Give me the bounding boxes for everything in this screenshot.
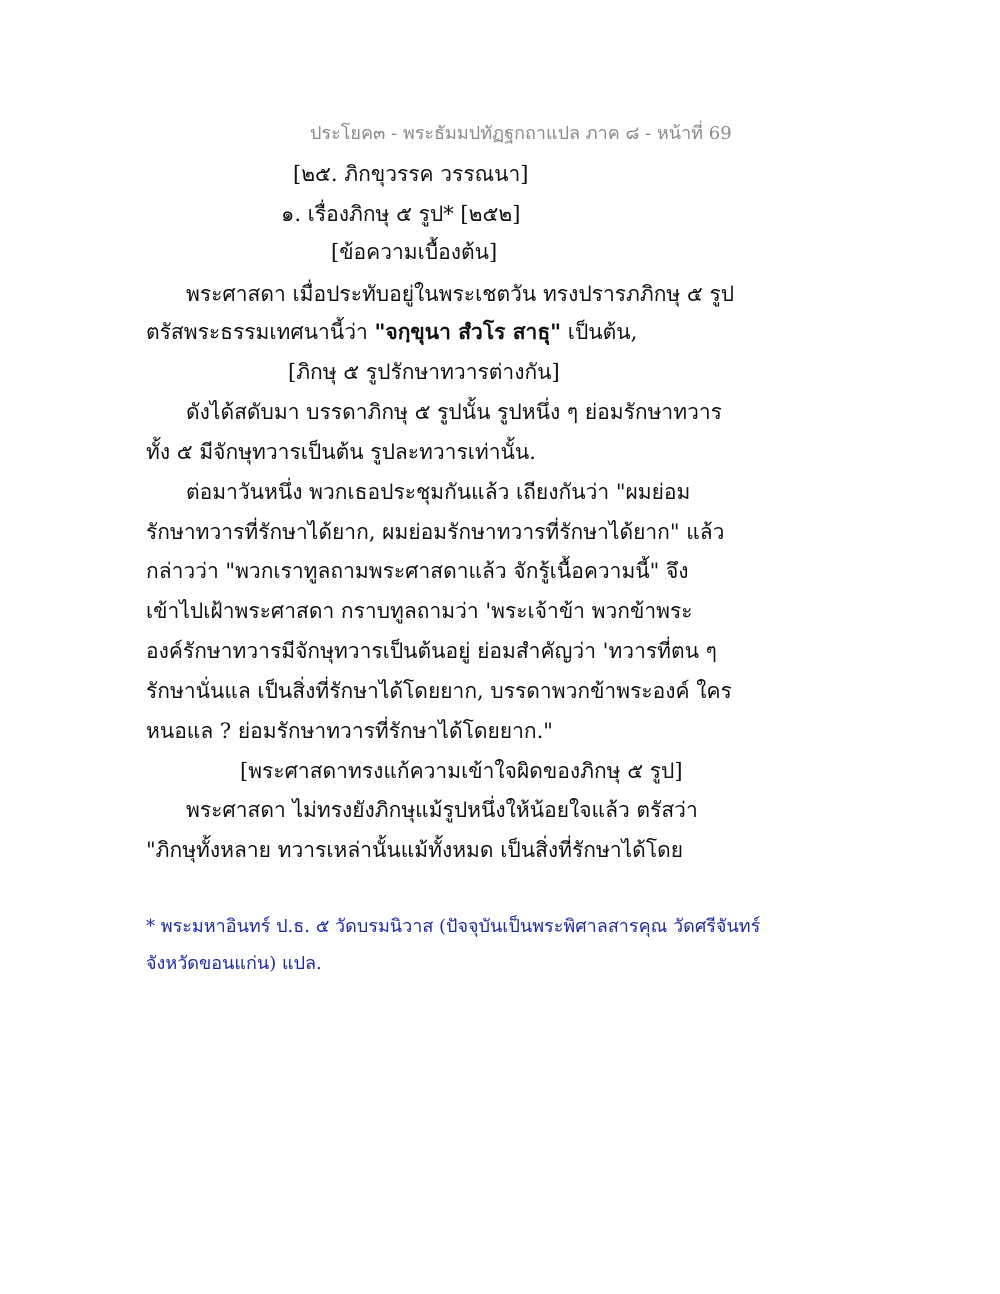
running-header: ประโยค๓ - พระธัมมปทัฏฐกถาแปล ภาค ๘ - หน้าที่ 69 <box>310 123 732 144</box>
paragraph-line: รักษานั่นแล เป็นสิ่งที่รักษาได้โดยยาก, บรรดาพวกข้าพระองค์ ใคร <box>146 679 732 703</box>
paragraph-line: ดังได้สดับมา บรรดาภิกษุ ๕ รูปนั้น รูปหนึ่ง ๆ ย่อมรักษาทวาร <box>186 400 722 424</box>
section-heading-correction: [พระศาสดาทรงแก้ความเข้าใจผิดของภิกษุ ๕ รูป] <box>240 759 683 783</box>
paragraph-line: เข้าไปเฝ้าพระศาสดา กราบทูลถามว่า 'พระเจ้าข้า พวกข้าพระ <box>146 599 693 623</box>
paragraph-line: กล่าวว่า "พวกเราทูลถามพระศาสดาแล้ว จักรู้เนื้อความนี้" จึง <box>146 559 689 583</box>
chapter-heading: [๒๕. ภิกขุวรรค วรรณนา] <box>293 162 529 186</box>
footnote-line: จังหวัดขอนแก่น) แปล. <box>146 953 322 974</box>
paragraph-line: พระศาสดา เมื่อประทับอยู่ในพระเชตวัน ทรงปรารภภิกษุ ๕ รูป <box>186 282 735 306</box>
paragraph-line: องค์รักษาทวารมีจักษุทวารเป็นต้นอยู่ ย่อมสำคัญว่า 'ทวารที่ตน ๆ <box>146 639 717 663</box>
paragraph-line: ทั้ง ๕ มีจักษุทวารเป็นต้น รูปละทวารเท่านั้น. <box>146 440 536 464</box>
paragraph-line: ต่อมาวันหนึ่ง พวกเธอประชุมกันแล้ว เถียงกันว่า "ผมย่อม <box>186 480 691 504</box>
story-heading: ๑. เรื่องภิกษุ ๕ รูป* [๒๕๒] <box>281 202 521 226</box>
section-heading-guard: [ภิกษุ ๕ รูปรักษาทวารต่างกัน] <box>288 360 560 384</box>
footnote-line: * พระมหาอินทร์ ป.ธ. ๕ วัดบรมนิวาส (ปัจจุบันเป็นพระพิศาลสารคุณ วัดศรีจันทร์ <box>146 916 761 937</box>
pali-quote: "จกฺขุนา สํวโร สาธุ" <box>374 319 562 344</box>
paragraph-line: รักษาทวารที่รักษาได้ยาก, ผมย่อมรักษาทวารที่รักษาได้ยาก" แล้ว <box>146 520 725 544</box>
paragraph-text: เป็นต้น, <box>561 320 638 344</box>
paragraph-line: "ภิกษุทั้งหลาย ทวารเหล่านั้นแม้ทั้งหมด เป็นสิ่งที่รักษาได้โดย <box>146 838 684 862</box>
paragraph-line: พระศาสดา ไม่ทรงยังภิกษุแม้รูปหนึ่งให้น้อยใจแล้ว ตรัสว่า <box>186 798 698 822</box>
paragraph-line-with-quote <box>146 318 637 346</box>
section-heading-intro: [ข้อความเบื้องต้น] <box>331 240 498 264</box>
paragraph-line: หนอแล ? ย่อมรักษาทวารที่รักษาได้โดยยาก." <box>146 719 553 743</box>
paragraph-text: ตรัสพระธรรมเทศนานี้ว่า <box>146 320 375 344</box>
